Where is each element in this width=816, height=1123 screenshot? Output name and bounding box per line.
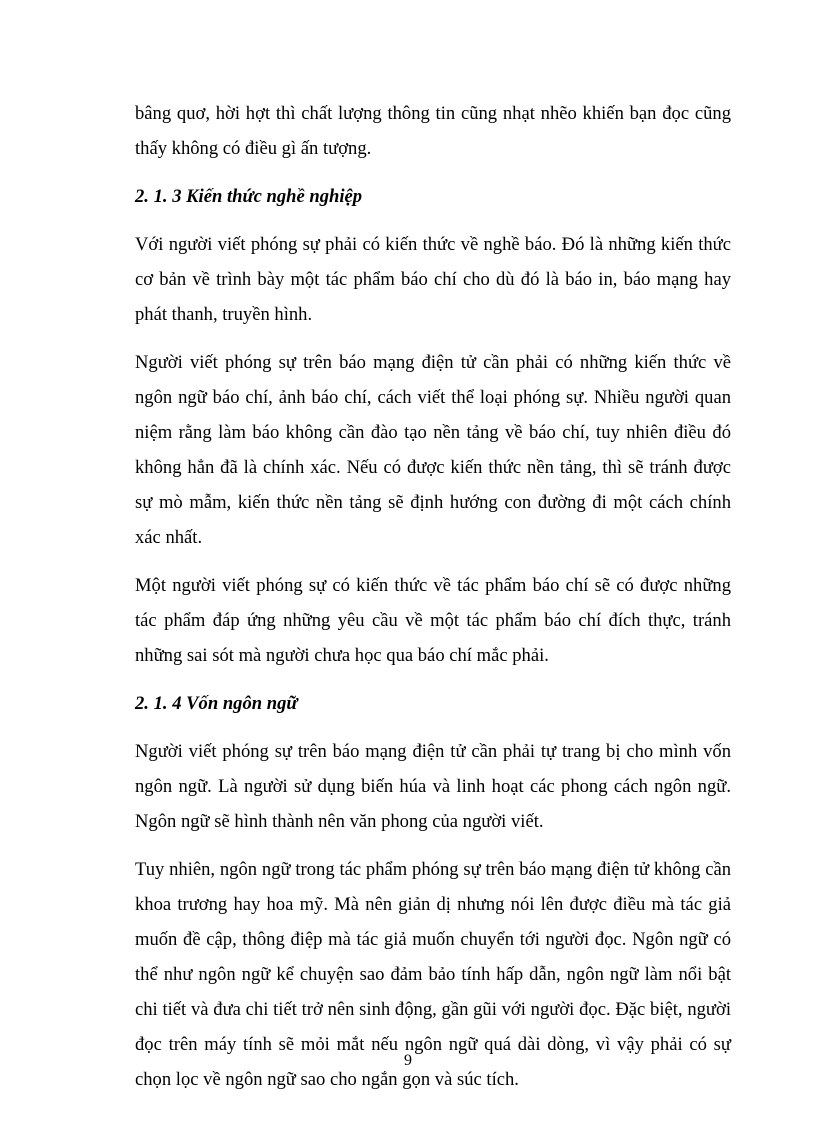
page-number: 9	[404, 1052, 412, 1069]
paragraph: Người viết phóng sự trên báo mạng điện tử cần phải tự trang bị cho mình vốn ngôn ngữ. Là người sử dụng biến húa và linh hoạt các phong cách ngôn ngữ. Ngôn ngữ sẽ hình thành nên văn phong của người viết.	[135, 741, 731, 832]
paragraph: Một người viết phóng sự có kiến thức về tác phẩm báo chí sẽ có được những tác phẩm đáp ứng những yêu cầu về một tác phẩm báo chí đích thực, tránh những sai sót mà người chưa học qua báo chí mắc phải.	[135, 575, 731, 666]
section-heading: 2. 1. 3 Kiến thức nghề nghiệp	[135, 186, 363, 207]
paragraph: Người viết phóng sự trên báo mạng điện tử cần phải có những kiến thức về ngôn ngữ báo chí, ảnh báo chí, cách viết thể loại phóng sự. Nhiều người quan niệm rằng làm báo không cần đào tạo nền tảng về báo chí, tuy nhiên điều đó không hẳn đã là chính xác. Nếu có được kiến thức nền tảng, thì sẽ tránh được sự mò mẫm, kiến thức nền tảng sẽ định hướng con đường đi một cách chính xác nhất.	[135, 352, 731, 548]
paragraph: bâng quơ, hời hợt thì chất lượng thông tin cũng nhạt nhẽo khiến bạn đọc cũng thấy không có điều gì ấn tượng.	[135, 103, 731, 159]
section-heading: 2. 1. 4 Vốn ngôn ngữ	[135, 693, 298, 714]
document-body	[135, 96, 731, 1110]
paragraph: Tuy nhiên, ngôn ngữ trong tác phẩm phóng sự trên báo mạng điện tử không cần khoa trương hay hoa mỹ. Mà nên giản dị nhưng nói lên được điều mà tác giả muốn đề cập, thông điệp mà tác giả muốn chuyển tới người đọc. Ngôn ngữ có thể như ngôn ngữ kể chuyện sao đảm bảo tính hấp dẫn, ngôn ngữ làm nổi bật chi tiết và đưa chi tiết trở nên sinh động, gần gũi với người đọc. Đặc biệt, người đọc trên máy tính sẽ mỏi mắt nếu ngôn ngữ quá dài dòng, vì vậy phải có sự chọn lọc về ngôn ngữ sao cho ngắn gọn và súc tích.	[135, 859, 731, 1090]
paragraph: Với người viết phóng sự phải có kiến thức về nghề báo. Đó là những kiến thức cơ bản về trình bày một tác phẩm báo chí cho dù đó là báo in, báo mạng hay phát thanh, truyền hình.	[135, 234, 731, 325]
